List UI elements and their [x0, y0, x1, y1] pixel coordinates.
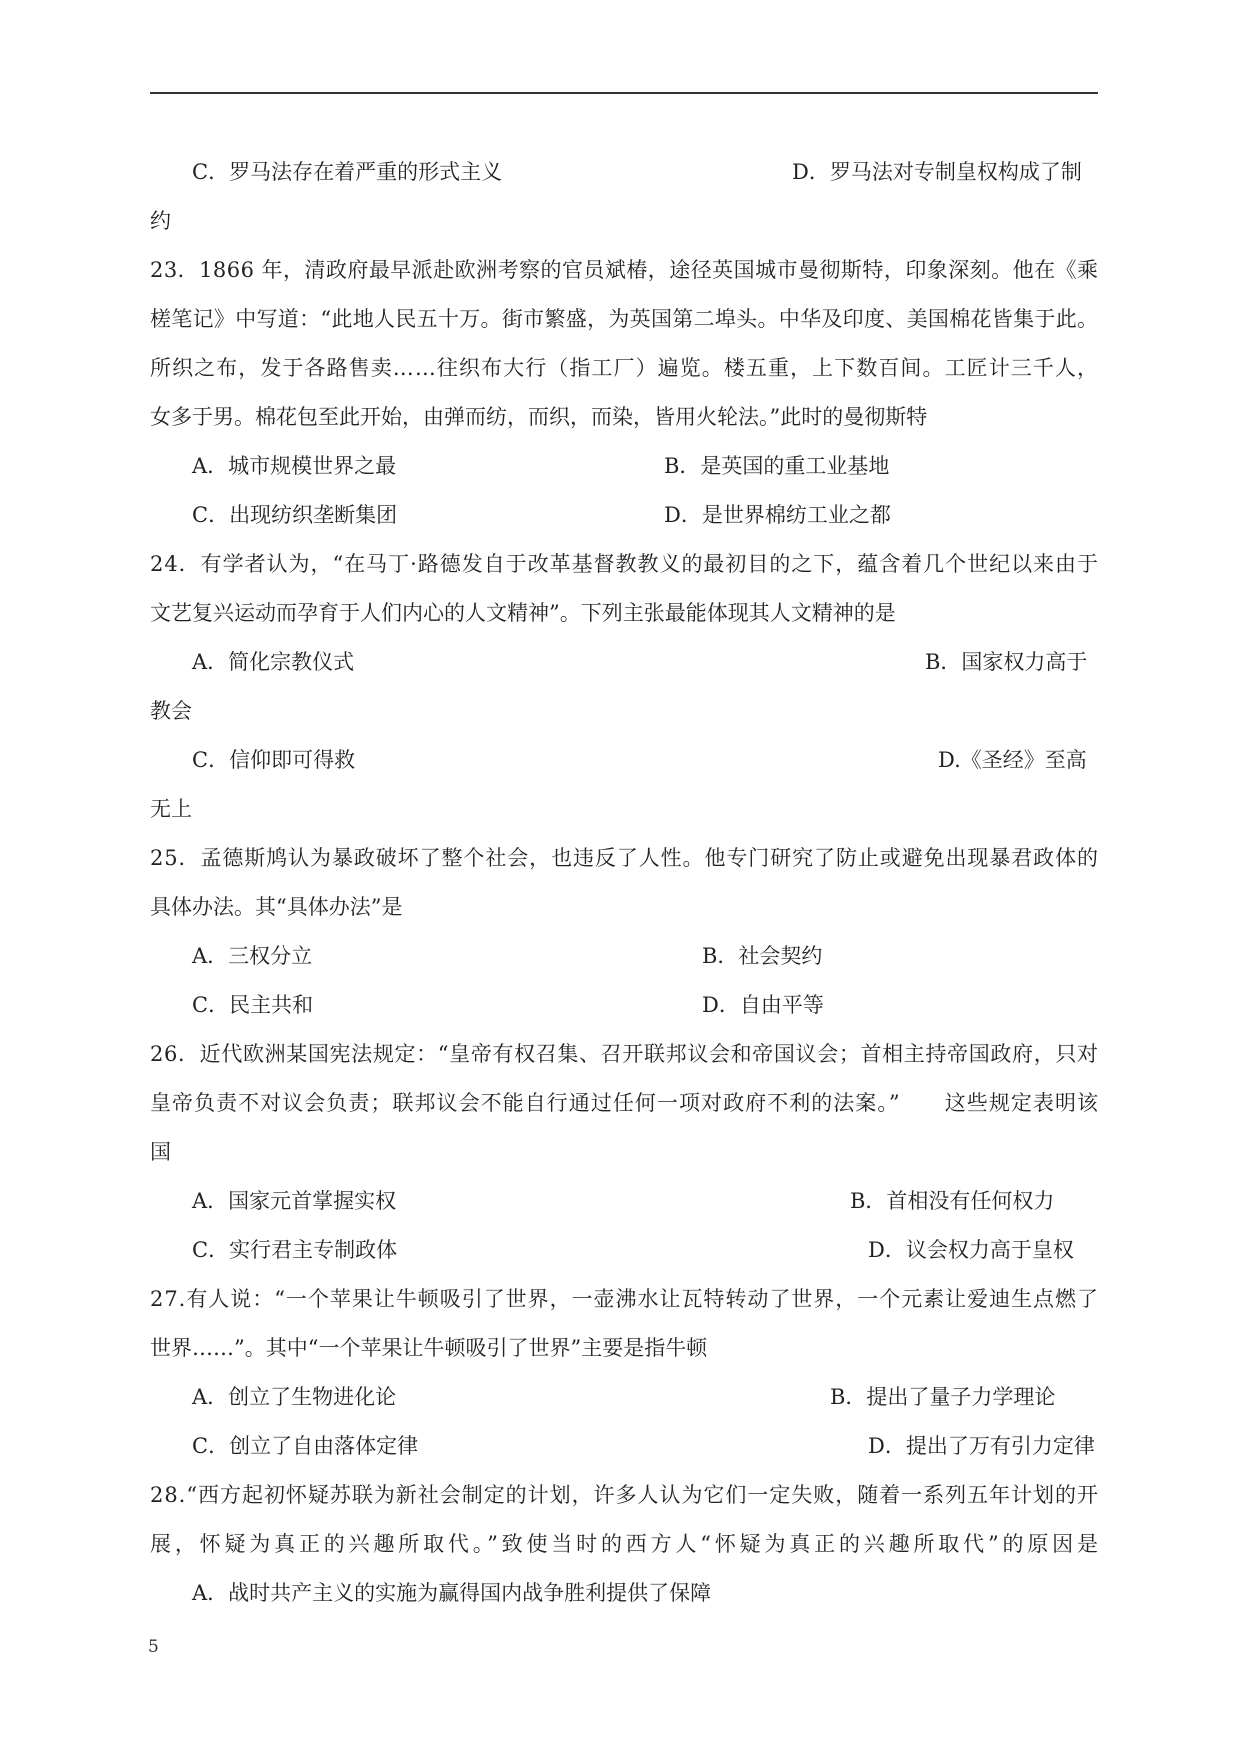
q24-option-d-wrap: 无上: [150, 797, 192, 821]
q26-stem-line-3: 国: [150, 1140, 171, 1164]
q22-option-d-wrap: 约: [150, 209, 171, 233]
q25-options-cd: [150, 981, 1098, 1030]
q27-option-c: C．创立了自由落体定律: [192, 1434, 419, 1458]
q24-stem-line-2: 文艺复兴运动而孕育于人们内心的人文精神”。下列主张最能体现其人文精神的是: [150, 601, 896, 625]
q23-stem-line-2: 槎笔记》中写道：“此地人民五十万。街市繁盛，为英国第二埠头。中华及印度、美国棉花皆集于此。: [150, 307, 1099, 331]
q26-stem-line-2: 皇帝负责不对议会负责；联邦议会不能自行通过任何一项对政府不利的法案。” 这些规定表明该: [150, 1091, 1100, 1115]
q22-option-c: C．罗马法存在着严重的形式主义: [192, 160, 503, 184]
q22-option-d: D．罗马法对专制皇权构成了制: [792, 160, 1082, 184]
q25-option-d: D．自由平等: [702, 993, 824, 1017]
q24-option-b: B．国家权力高于: [925, 650, 1088, 674]
q25-stem-line-1: 25．孟德斯鸠认为暴政破坏了整个社会，也违反了人性。他专门研究了防止或避免出现暴君政体的: [150, 846, 1099, 870]
q27-option-b: B．提出了量子力学理论: [830, 1385, 1056, 1409]
q23-stem-line-4: 女多于男。棉花包至此开始，由弹而纺，而织，而染，皆用火轮法。”此时的曼彻斯特: [150, 405, 928, 429]
q23-stem-line-1: 23．1866 年，清政府最早派赴欧洲考察的官员斌椿，途径英国城市曼彻斯特，印象深刻。他在《乘: [150, 258, 1099, 282]
q27-options-cd: [150, 1422, 1098, 1471]
q23-option-a: A．城市规模世界之最: [192, 454, 397, 478]
q27-stem-line-1: 27.有人说：“一个苹果让牛顿吸引了世界，一壶沸水让瓦特转动了世界，一个元素让爱迪生点燃了: [150, 1287, 1099, 1311]
q23-option-d: D．是世界棉纺工业之都: [664, 503, 891, 527]
header-rule: [150, 92, 1098, 94]
q27-options-ab: [150, 1373, 1098, 1422]
q27-option-a: A．创立了生物进化论: [192, 1385, 397, 1409]
q24-stem-line-1: 24．有学者认为，“在马丁·路德发自于改革基督教教义的最初目的之下，蕴含着几个世纪以来由于: [150, 552, 1099, 576]
exam-content: [150, 148, 1102, 1618]
q23-option-b: B．是英国的重工业基地: [664, 454, 890, 478]
q24-option-a: A．简化宗教仪式: [192, 650, 355, 674]
q27-stem-line-2: 世界……”。其中“一个苹果让牛顿吸引了世界”主要是指牛顿: [150, 1336, 708, 1360]
q27-option-d: D．提出了万有引力定律: [868, 1434, 1095, 1458]
q26-option-d: D．议会权力高于皇权: [868, 1238, 1074, 1262]
q25-option-a: A．三权分立: [192, 944, 313, 968]
q25-option-c: C．民主共和: [192, 993, 314, 1017]
q25-stem-line-2: 具体办法。其“具体办法”是: [150, 895, 403, 919]
q24-option-b-wrap: 教会: [150, 699, 192, 723]
q25-options-ab: [150, 932, 1098, 981]
q23-options-ab: [150, 442, 1098, 491]
q23-options-cd: [150, 491, 1098, 540]
q24-options-cd: [150, 736, 1098, 785]
q24-option-c: C．信仰即可得救: [192, 748, 356, 772]
q28-stem-line-1: 28.“西方起初怀疑苏联为新社会制定的计划，许多人认为它们一定失败，随着一系列五年计划的开: [150, 1483, 1099, 1507]
q22-options-cd: [150, 148, 1098, 197]
q26-options-cd: [150, 1226, 1098, 1275]
q28-stem-line-2: 展，怀疑为真正的兴趣所取代。”致使当时的西方人“怀疑为真正的兴趣所取代”的原因是: [150, 1532, 1102, 1556]
q24-options-ab: [150, 638, 1098, 687]
q26-stem-line-1: 26．近代欧洲某国宪法规定：“皇帝有权召集、召开联邦议会和帝国议会；首相主持帝国政府，只对: [150, 1042, 1099, 1066]
q23-option-c: C．出现纺织垄断集团: [192, 503, 398, 527]
q28-option-a: A．战时共产主义的实施为赢得国内战争胜利提供了保障: [192, 1581, 712, 1605]
q26-option-c: C．实行君主专制政体: [192, 1238, 398, 1262]
q26-option-b: B．首相没有任何权力: [850, 1189, 1055, 1213]
q24-option-d: D.《圣经》至高: [938, 748, 1087, 772]
q25-option-b: B．社会契约: [702, 944, 823, 968]
q26-options-ab: [150, 1177, 1098, 1226]
page-number: 5: [148, 1637, 159, 1657]
q26-option-a: A．国家元首掌握实权: [192, 1189, 397, 1213]
q23-stem-line-3: 所织之布，发于各路售卖……往织布大行（指工厂）遍览。楼五重，上下数百间。工匠计三千人，: [150, 356, 1100, 380]
